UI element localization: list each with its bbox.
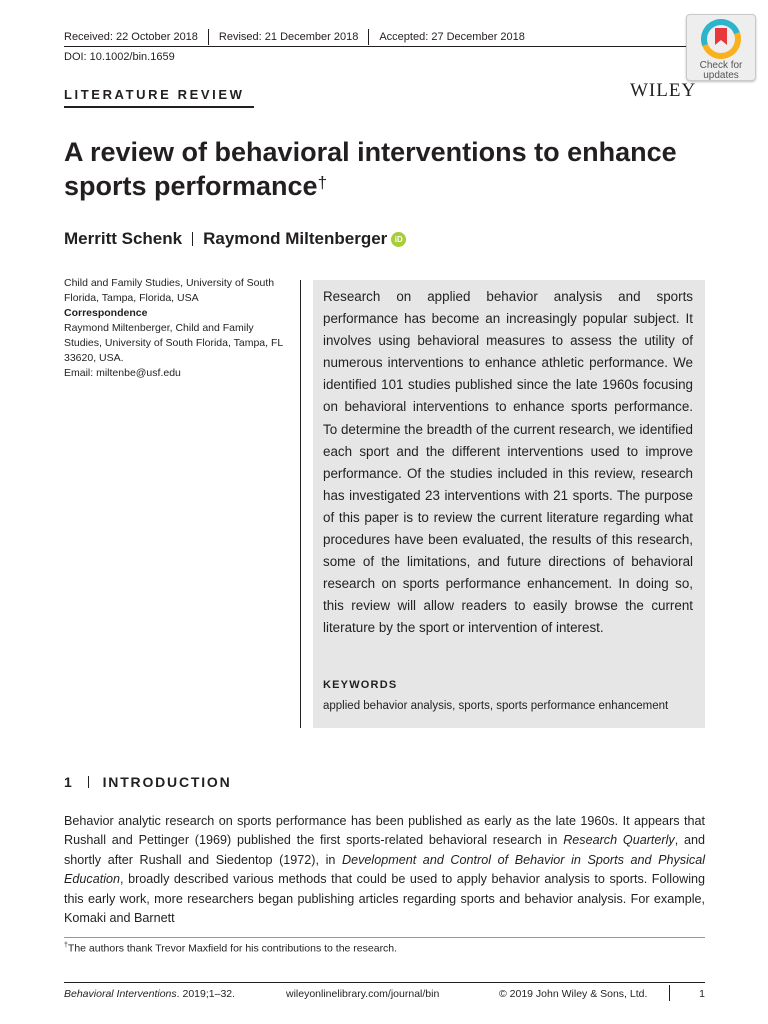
article-type-underline <box>64 106 254 108</box>
journal-name: Research Quarterly <box>563 833 675 848</box>
section-heading-divider <box>88 776 89 788</box>
footnote-text: The authors thank Trevor Maxfield for his contributions to the research. <box>67 942 398 955</box>
paragraph-text: , broadly described various methods that could be used to apply behavior analysis to sports. Following this early work, more researchers began publishing articles regarding sports and behavior analysis. For example, Komaki and Barnett <box>64 872 705 926</box>
column-divider <box>300 280 301 728</box>
correspondence-text: Raymond Miltenberger, Child and Family Studies, University of South Florida, Tampa, FL 33620, USA. <box>64 322 283 364</box>
accepted-date: Accepted: 27 December 2018 <box>379 31 525 43</box>
journal-citation <box>64 988 235 1000</box>
page-number: 1 <box>699 988 705 1000</box>
author-divider <box>192 232 193 246</box>
journal-year-pages: . 2019;1–32. <box>176 988 236 1000</box>
crossmark-icon <box>701 19 741 59</box>
footer-rule <box>64 982 705 983</box>
paragraph-text: , and shortly after Rushall and Siedentop (1972), in <box>64 833 705 867</box>
author-list <box>64 229 406 249</box>
section-title: INTRODUCTION <box>102 774 232 790</box>
header-rule <box>64 46 705 47</box>
revised-date: Revised: 21 December 2018 <box>218 31 359 43</box>
keywords-heading: KEYWORDS <box>323 679 398 691</box>
paragraph-text: Behavior analytic research on sports performance has been published as early as the late 1960s. It appears that Rushall and Pettinger (1969) published the first sports-related behavioral research in <box>64 814 705 848</box>
journal-title: Behavioral Interventions <box>64 988 177 1000</box>
section-heading-introduction <box>64 774 232 790</box>
footnote-mark: † <box>64 942 68 949</box>
introduction-paragraph <box>64 812 705 928</box>
check-for-updates-label: Check for updates <box>699 60 743 81</box>
author-name[interactable]: Raymond Miltenberger <box>203 229 388 248</box>
footnote <box>64 942 397 955</box>
page-number-divider <box>669 985 670 1001</box>
date-divider <box>368 29 369 45</box>
article-dates <box>64 29 525 45</box>
journal-url-link[interactable]: wileyonlinelibrary.com/journal/bin <box>286 988 440 1000</box>
check-for-updates-button[interactable] <box>686 14 756 81</box>
keywords-text: applied behavior analysis, sports, sports performance enhancement <box>323 700 669 712</box>
article-title <box>64 135 724 203</box>
footnote-rule <box>64 937 705 938</box>
section-number: 1 <box>64 774 74 790</box>
received-date: Received: 22 October 2018 <box>64 31 198 43</box>
orcid-icon[interactable]: iD <box>391 232 406 247</box>
doi[interactable]: DOI: 10.1002/bin.1659 <box>64 51 175 63</box>
affiliation-block <box>64 276 294 381</box>
article-type-label: LITERATURE REVIEW <box>64 87 245 102</box>
author-name[interactable]: Merritt Schenk <box>64 229 183 248</box>
title-footnote-mark[interactable]: † <box>317 173 328 192</box>
date-divider <box>208 29 209 45</box>
title-text: A review of behavioral interventions to enhance sports performance <box>64 137 677 201</box>
copyright: © 2019 John Wiley & Sons, Ltd. <box>499 988 648 1000</box>
abstract-text: Research on applied behavior analysis and sports performance has become an increasingly popular subject. It involves using behavioral measures to assess the utility of numerous interventions to enhance athletic performance. We identified 101 studies published since the late 1960s focusing on behavioral interventions to enhance sports performance. To determine the breadth of the current research, we identified each sport and the different interventions used to improve performance. Of the studies included in this review, research has investigated 23 interventions with 21 sports. The purpose of this paper is to review the current literature regarding what procedures have been evaluated, the results of this research, some of the limitations, and future directions of behavioral research on sports performance enhancement. In doing so, this review will allow readers to easily browse the current literature by the sport or intervention of interest. <box>323 289 693 636</box>
correspondence-heading: Correspondence <box>64 307 148 319</box>
journal-name: Development and Control of Behavior in Sports and Physical Education <box>64 852 705 887</box>
correspondence-email[interactable]: Email: miltenbe@usf.edu <box>64 367 181 379</box>
publisher-logo: WILEY <box>630 80 697 101</box>
affiliation-text: Child and Family Studies, University of South Florida, Tampa, Florida, USA <box>64 277 275 304</box>
